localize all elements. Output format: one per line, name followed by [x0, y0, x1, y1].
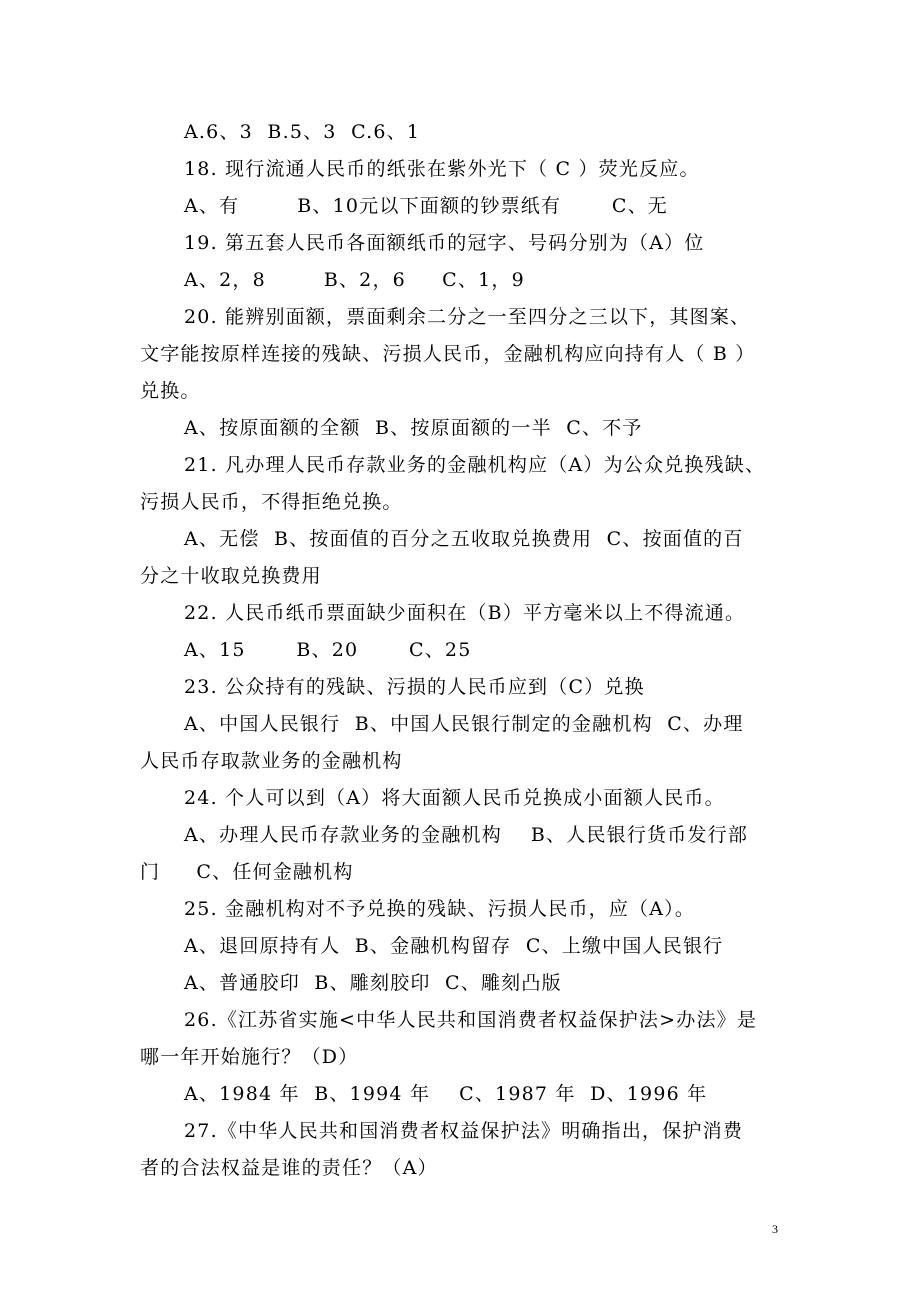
question-23: 23. 公众持有的残缺、污损的人民币应到（C）兑换: [184, 676, 645, 698]
page-number: 3: [772, 1222, 778, 1236]
question-18: 18. 现行流通人民币的纸张在紫外光下（ C ）荧光反应。: [184, 158, 700, 180]
text-line: A、2，8 B、2，6 C、1，9: [184, 269, 525, 291]
question-24: 24. 个人可以到（A）将大面额人民币兑换成小面额人民币。: [184, 787, 725, 809]
text-line: 污损人民币，不得拒绝兑换。: [140, 491, 403, 513]
text-line: A、无偿 B、按面值的百分之五收取兑换费用 C、按面值的百: [184, 528, 744, 550]
question-25: 25. 金融机构对不予兑换的残缺、污损人民币，应（A）。: [184, 898, 696, 920]
question-22: 22. 人民币纸币票面缺少面积在（B）平方毫米以上不得流通。: [184, 602, 746, 624]
text-line: A、按原面额的全额 B、按原面额的一半 C、不予: [184, 417, 643, 439]
text-line: 者的合法权益是谁的责任？（A）: [140, 1157, 438, 1179]
text-line: A、办理人民币存款业务的金融机构 B、人民银行货币发行部: [184, 824, 749, 846]
text-line: A、1984 年 B、1994 年 C、1987 年 D、1996 年: [184, 1083, 708, 1105]
question-21: 21. 凡办理人民币存款业务的金融机构应（A）为公众兑换残缺、: [184, 454, 766, 476]
text-line: 哪一年开始施行？（D）: [140, 1046, 359, 1068]
text-line: A.6、3 B.5、3 C.6、1: [184, 121, 421, 143]
text-line: A、15 B、20 C、25: [184, 639, 472, 661]
text-line: 兑换。: [140, 380, 201, 402]
text-line: A、中国人民银行 B、中国人民银行制定的金融机构 C、办理: [184, 713, 744, 735]
question-20: 20. 能辨别面额，票面剩余二分之一至四分之三以下，其图案、: [184, 306, 751, 328]
text-line: A、普通胶印 B、雕刻胶印 C、雕刻凸版: [184, 972, 562, 994]
question-27: 27.《中华人民共和国消费者权益保护法》明确指出，保护消费: [184, 1120, 744, 1142]
text-line: 门 C、任何金融机构: [140, 861, 354, 883]
text-line: A、退回原持有人 B、金融机构留存 C、上缴中国人民银行: [184, 935, 724, 957]
question-19: 19. 第五套人民币各面额纸币的冠字、号码分别为（A）位: [184, 232, 705, 254]
text-line: 文字能按原样连接的残缺、污损人民币，金融机构应向持有人（ B ）: [140, 343, 756, 365]
text-line: A、有 B、10元以下面额的钞票纸有 C、无: [184, 195, 668, 217]
text-line: 分之十收取兑换费用: [140, 565, 322, 587]
text-line: 人民币存取款业务的金融机构: [140, 750, 403, 772]
question-26: 26.《江苏省实施<中华人民共和国消费者权益保护法>办法》是: [184, 1009, 758, 1031]
